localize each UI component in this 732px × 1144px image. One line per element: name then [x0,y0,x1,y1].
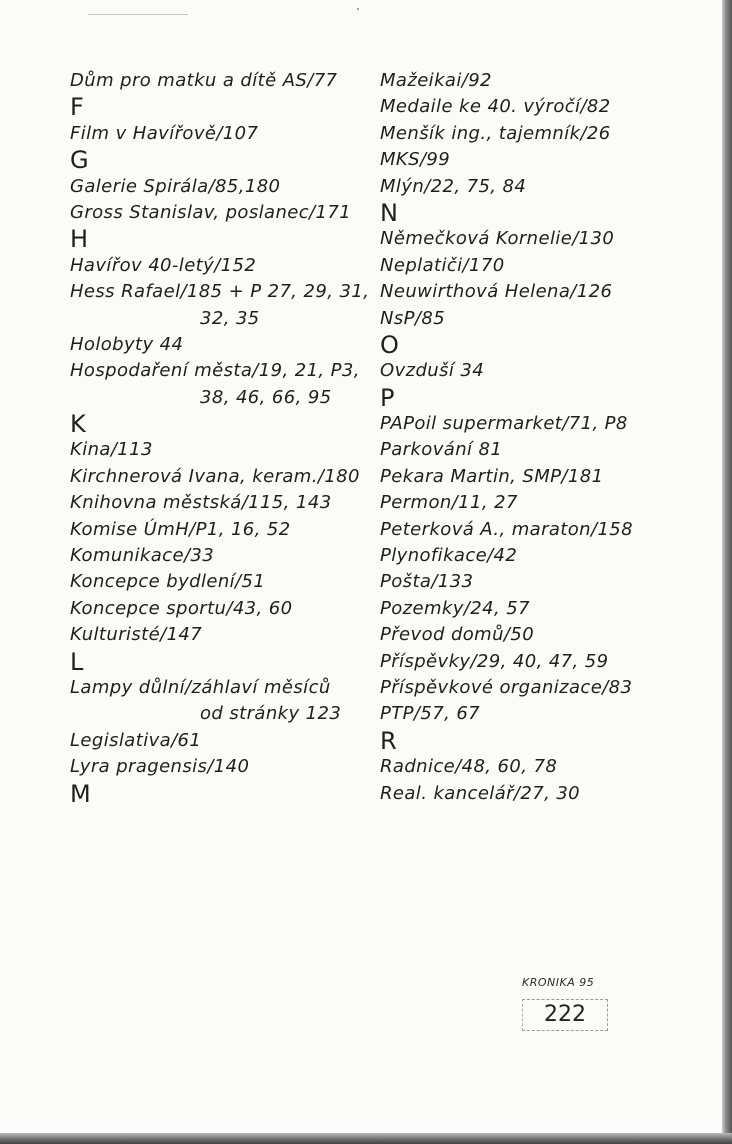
index-letter-heading: L [70,647,84,676]
index-entry: Legislativa/61 [70,729,202,751]
index-entry: PAPoil supermarket/71, P8 [380,413,628,435]
index-entry: Pozemky/24, 57 [380,597,530,619]
index-letter-heading: H [70,225,89,254]
index-entry: Mlýn/22, 75, 84 [380,175,527,197]
index-entry: Havířov 40-letý/152 [70,254,257,276]
index-entry: Lampy důlní/záhlaví měsíců [70,676,331,698]
index-entry: Příspěvky/29, 40, 47, 59 [380,650,609,672]
index-letter-heading: F [70,93,84,122]
index-column-right [380,68,700,807]
index-entry: Koncepce sportu/43, 60 [70,597,293,619]
index-entry: Hospodaření města/19, 21, P3, [70,360,360,382]
index-entry: Kulturisté/147 [70,624,203,646]
index-entry: Kirchnerová Ivana, keram./180 [70,465,360,487]
index-entry: Koncepce bydlení/51 [70,571,266,593]
index-entry: Převod domů/50 [380,624,535,646]
top-rule [88,14,188,15]
index-entry: Komunikace/33 [70,545,215,567]
index-entry: Plynofikace/42 [380,545,518,567]
index-entry: Dům pro matku a dítě AS/77 [70,70,338,91]
index-entry: Holobyty 44 [70,333,184,355]
index-entry: Menšík ing., tajemník/26 [380,122,611,144]
index-entry: Real. kancelář/27, 30 [380,782,581,804]
index-entry: PTP/57, 67 [380,703,481,725]
index-letter-heading: R [380,726,397,755]
index-letter-heading: O [380,330,399,359]
index-entry: Kina/113 [70,439,153,461]
chronicle-label: KRONIKA 95 [522,976,595,989]
index-entry: Mažeikai/92 [380,70,492,91]
index-entry: Permon/11, 27 [380,492,518,514]
index-entry: Galerie Spirála/85,180 [70,175,281,197]
page-edge-shadow-right [722,0,732,1144]
index-entry: Medaile ke 40. výročí/82 [380,96,611,118]
index-entry: Příspěvkové organizace/83 [380,676,633,698]
index-entry: Lyra pragensis/140 [70,756,250,778]
ink-dot [357,8,359,10]
index-entry: Komise ÚmH/P1, 16, 52 [70,518,291,540]
index-entry: Neuwirthová Helena/126 [380,281,613,303]
index-entry: Ovzduší 34 [380,360,485,382]
index-entry: Knihovna městská/115, 143 [70,492,332,514]
index-entry: MKS/99 [380,149,451,171]
index-entry: Pošta/133 [380,571,474,593]
index-entry: Pekara Martin, SMP/181 [380,465,604,487]
index-entry: Hess Rafael/185 + P 27, 29, 31, [70,281,370,303]
index-letter-heading: P [380,383,395,412]
index-entry-continuation: 38, 46, 66, 95 [200,386,332,408]
index-entry: NsP/85 [380,307,446,329]
index-entry: Parkování 81 [380,439,503,461]
index-entry: Film v Havířově/107 [70,122,259,144]
page-edge-shadow-bottom [0,1133,732,1144]
index-entry: Němečková Kornelie/130 [380,228,615,250]
index-letter-heading: G [70,146,89,175]
index-entry: Gross Stanislav, poslanec/171 [70,201,352,223]
index-entry-continuation: od stránky 123 [200,703,342,725]
index-entry-continuation: 32, 35 [200,307,260,329]
index-letter-heading: N [380,198,398,227]
index-column-left [70,68,380,807]
page-number: 222 [522,999,608,1031]
index-entry: Peterková A., maraton/158 [380,518,634,540]
index-letter-heading: M [70,779,91,808]
index-entry: Radnice/48, 60, 78 [380,756,558,778]
index-entry: Neplatiči/170 [380,254,505,276]
index-letter-heading: K [70,410,86,439]
